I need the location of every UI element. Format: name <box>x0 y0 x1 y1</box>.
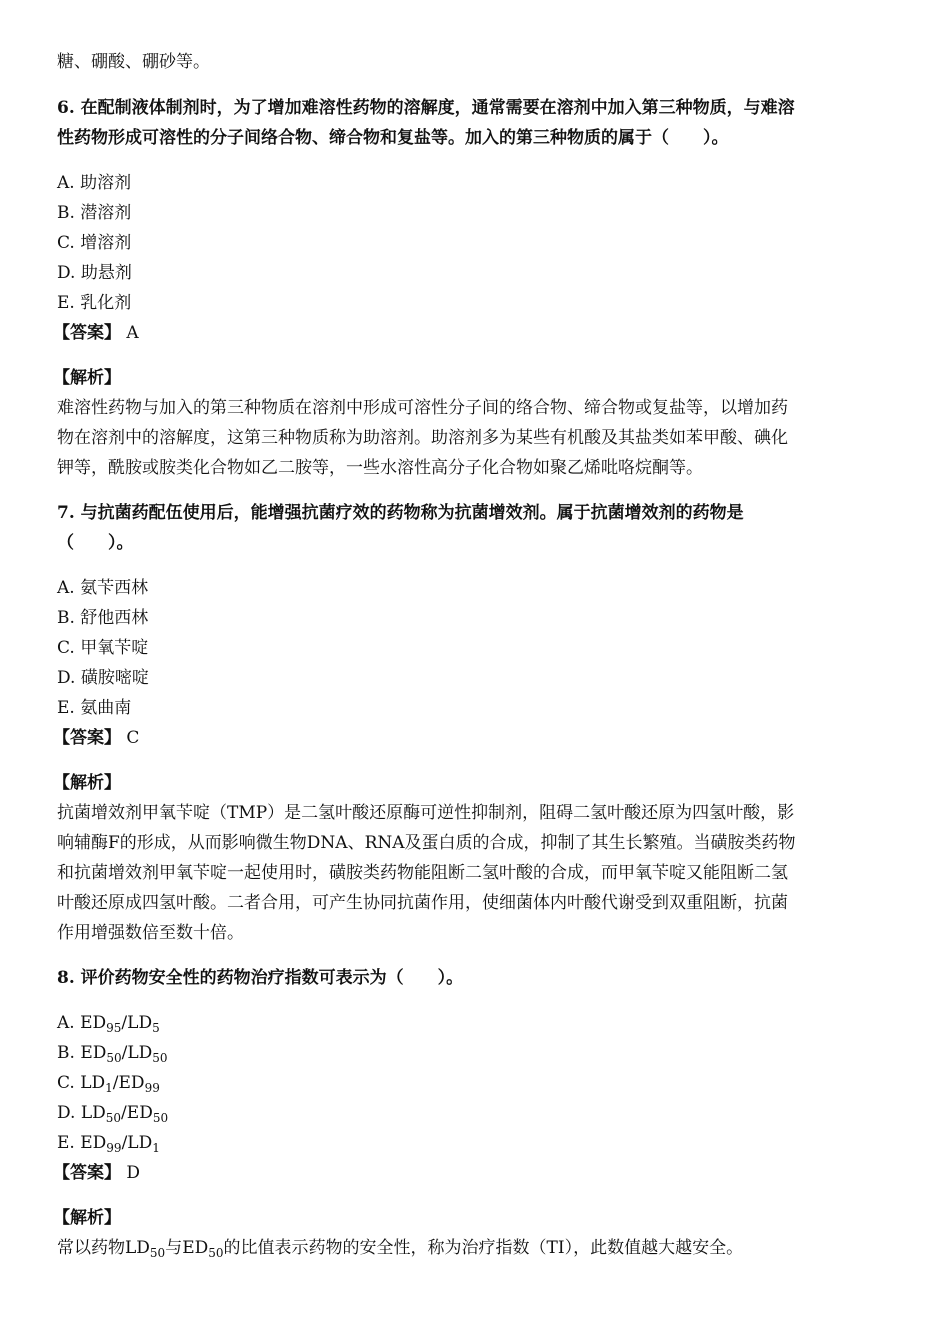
q6-analysis-line-1: 难溶性药物与加入的第三种物质在溶剂中形成可溶性分子间的络合物、缔合物或复盐等，以增加药 <box>57 398 788 418</box>
q8-analysis-line-1: 常以药物$LD_{50}$与$ED_{50}$的比值表示药物的安全性，称为治疗指数（TI），此数值越大越安全。 <box>57 1238 744 1260</box>
q6-number: 6. <box>57 98 75 118</box>
q7-option-a: A. 氨苄西林 <box>57 578 149 598</box>
q7-option-d: D. 磺胺嘧啶 <box>57 668 149 688</box>
q6-option-b: B. 潜溶剂 <box>57 203 132 223</box>
q8-option-e: E. $ED_{99}/LD_1$ <box>57 1133 160 1155</box>
q7-analysis-line-2: 响辅酶F的形成，从而影响微生物DNA、RNA及蛋白质的合成，抑制了其生长繁殖。当磺胺类药物 <box>57 833 796 853</box>
q7-answer-label: 【答案】 <box>53 728 121 748</box>
q7-option-b: B. 舒他西林 <box>57 608 149 628</box>
q7-analysis-line-1: 抗菌增效剂甲氧苄啶（TMP）是二氢叶酸还原酶可逆性抑制剂，阻碍二氢叶酸还原为四氢叶酸，影 <box>57 803 795 823</box>
q6-stem-line-2: 性药物形成可溶性的分子间络合物、缔合物和复盐等。加入的第三种物质的属于（ ）。 <box>57 128 729 148</box>
q7-option-c: C. 甲氧苄啶 <box>57 638 149 658</box>
q6-answer-value: A <box>126 323 139 343</box>
q6-answer-label: 【答案】 <box>53 323 121 343</box>
q7-stem-line-2: （ ）。 <box>57 533 134 553</box>
q8-option-b: B. $ED_{50}/LD_{50}$ <box>57 1043 168 1065</box>
q6-analysis-line-3: 钾等，酰胺或胺类化合物如乙二胺等，一些水溶性高分子化合物如聚乙烯吡咯烷酮等。 <box>57 458 703 478</box>
q8-answer-label: 【答案】 <box>53 1163 121 1183</box>
q8-option-c: C. $LD_1/ED_{99}$ <box>57 1073 160 1095</box>
q6-stem-line-1: 6. 在配制液体制剂时，为了增加难溶性药物的溶解度，通常需要在溶剂中加入第三种物质，与难溶 <box>57 98 795 118</box>
q7-analysis-line-5: 作用增强数倍至数十倍。 <box>57 923 244 943</box>
q8-number: 8. <box>57 968 75 988</box>
q7-answer <box>53 723 139 753</box>
q7-answer-value: C <box>126 728 140 748</box>
q7-number: 7. <box>57 503 75 523</box>
q7-option-e: E. 氨曲南 <box>57 698 132 718</box>
q8-option-d: D. $LD_{50}/ED_{50}$ <box>57 1103 169 1125</box>
q8-answer-value: D <box>126 1163 141 1183</box>
q7-stem-line-1: 7. 与抗菌药配伍使用后，能增强抗菌疗效的药物称为抗菌增效剂。属于抗菌增效剂的药物是 <box>57 503 744 523</box>
q6-analysis-line-2: 物在溶剂中的溶解度，这第三种物质称为助溶剂。助溶剂多为某些有机酸及其盐类如苯甲酸、碘化 <box>57 428 788 448</box>
q8-option-a: A. $ED_{95}/LD_5$ <box>57 1013 160 1035</box>
q6-analysis-label: 【解析】 <box>53 368 121 388</box>
q8-stem: 8. 评价药物安全性的药物治疗指数可表示为（ ）。 <box>57 968 464 988</box>
q6-option-d: D. 助悬剂 <box>57 263 132 283</box>
q8-analysis-label: 【解析】 <box>53 1208 121 1228</box>
q7-analysis-line-4: 叶酸还原成四氢叶酸。二者合用，可产生协同抗菌作用，使细菌体内叶酸代谢受到双重阻断，抗菌 <box>57 893 788 913</box>
q7-analysis-label: 【解析】 <box>53 773 121 793</box>
q8-answer <box>53 1158 140 1188</box>
q6-option-e: E. 乳化剂 <box>57 293 132 313</box>
q6-option-a: A. 助溶剂 <box>57 173 132 193</box>
q6-option-c: C. 增溶剂 <box>57 233 132 253</box>
intro-fragment: 糖、硼酸、硼砂等。 <box>57 52 210 72</box>
q7-analysis-line-3: 和抗菌增效剂甲氧苄啶一起使用时，磺胺类药物能阻断二氢叶酸的合成，而甲氧苄啶又能阻断二氢 <box>57 863 788 883</box>
q6-answer <box>53 318 139 348</box>
